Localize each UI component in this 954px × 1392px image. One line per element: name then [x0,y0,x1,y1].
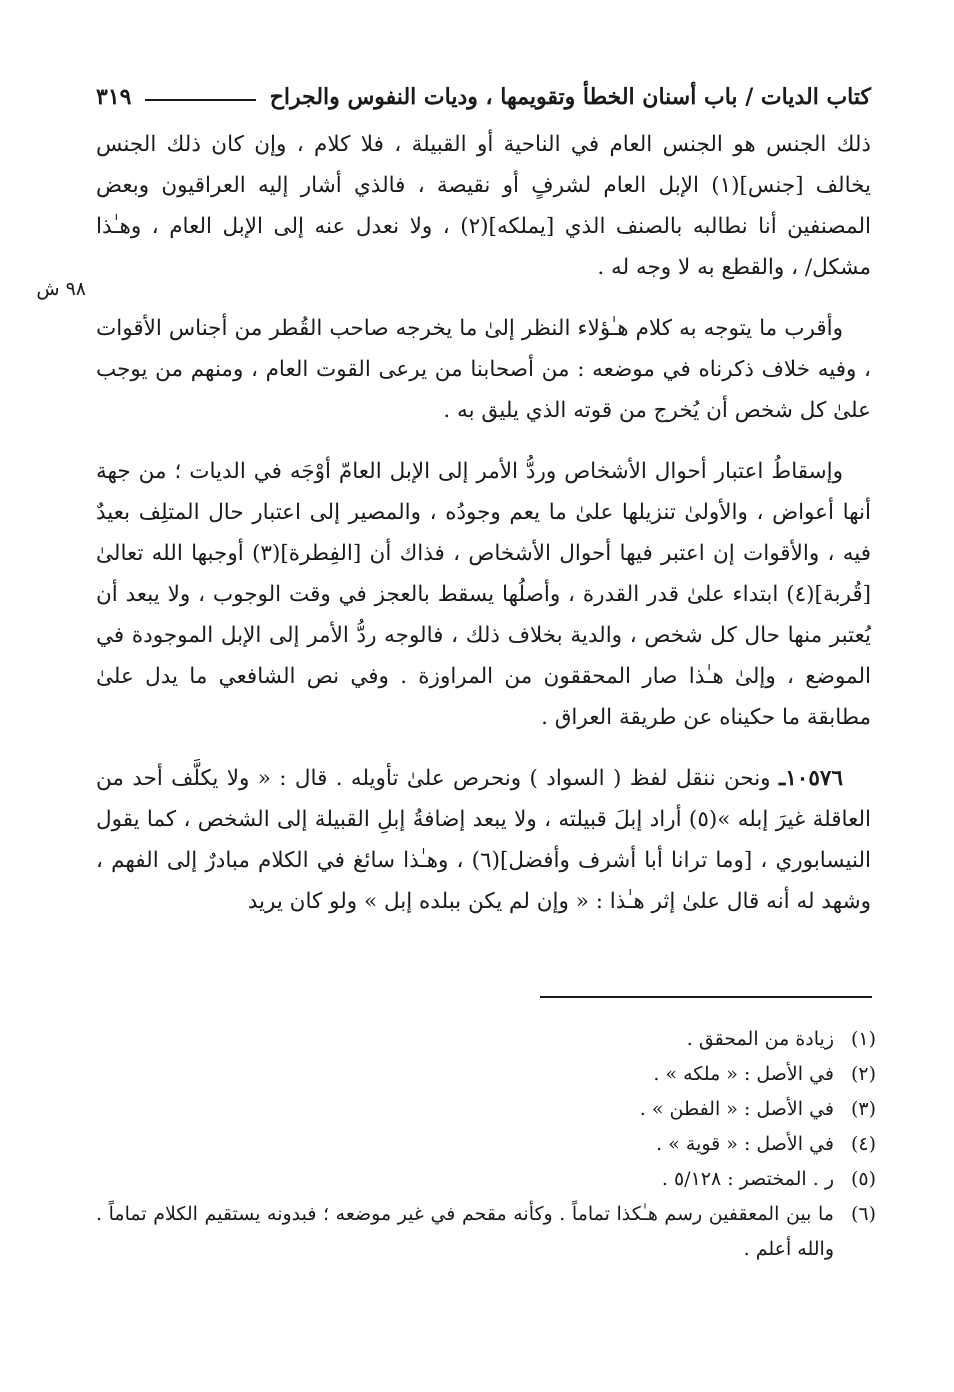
numbered-paragraph-text: ونحن ننقل لفظ ( السواد ) ونحرص علىٰ تأويله . قال : « ولا يكلَّف أحد من العاقلة غيرَ إبله »(٥) أراد إبلَ قبيلته ، ولا يبعد إضافةُ إبلِ القبيلة إلى الشخص ، كما يقول النيسابوري ، [وما ترانا أبا أشرف وأفضل](٦) ، وهـٰذا سائغ في الكلام مبادرٌ إلى الفهم ، وشهد له أنه قال علىٰ إثر هـٰذا : « وإن لم يكن ببلده إبل » ولو كان يريد [96,766,871,914]
paragraph-3: وإسقاطُ اعتبار أحوال الأشخاص وردُّ الأمر إلى الإبل العامّ أوْجَه في الديات ؛ من جهة أنها أعواض ، والأولىٰ تنزيلها علىٰ ما يعم وجودُه ، والمصير إلى اعتبار حال المتلِف بعيدٌ فيه ، والأقوات إن اعتبر فيها أحوال الأشخاص ، فذاك أن [الفِطرة](٣) أوجبها الله تعالىٰ [قُربة](٤) ابتداء علىٰ قدر القدرة ، وأصلُها يسقط بالعجز في وقت الوجوب ، ولا يبعد أن يُعتبر منها حال كل شخص ، والدية بخلاف ذلك ، فالوجه ردُّ الأمر إلى الإبل الموجودة في الموضع ، وإلىٰ هـٰذا صار المحققون من المراوزة . وفي نص الشافعي ما يدل علىٰ مطابقة ما حكيناه عن طريقة العراق . [96,459,871,730]
footnote-text: ر . المختصر : ٥/١٢٨ . [661,1168,834,1190]
footnote-text: في الأصل : « ملكه » . [653,1063,834,1085]
running-header [96,80,871,114]
footnote-text: في الأصل : « الفطن » . [639,1098,834,1120]
footnote [96,1022,876,1057]
footnote [96,1197,876,1267]
paragraph-1: ذلك الجنس هو الجنس العام في الناحية أو القبيلة ، فلا كلام ، وإن كان ذلك الجنس يخالف [جنس](١) الإبل العام لشرفٍ أو نقيصة ، فالذي أشار إليه العراقيون وبعض المصنفين أنا نطالبه بالصنف الذي [يملكه](٢) ، ولا نعدل عنه إلى الإبل العام ، وهـٰذا مشكل/ ، والقطع به لا وجه له . [96,132,871,280]
footnote-text: في الأصل : « قوية » . [656,1133,834,1155]
footnote-number: (٥) [850,1168,876,1190]
footnote [96,1127,876,1162]
numbered-paragraph [96,758,871,922]
footnote-separator [540,996,872,998]
footnote-number: (٣) [850,1098,876,1120]
footnote-number: (٢) [850,1063,876,1085]
footnotes [96,1022,876,1267]
margin-note: ٩٨ ش [36,278,86,300]
footnote [96,1057,876,1092]
footnote-text: ما بين المعقفين رسم هـٰكذا تماماً . وكأنه مقحم في غير موضعه ؛ فبدونه يستقيم الكلام تماماً . والله أعلم . [96,1203,834,1260]
footnote-number: (١) [850,1028,876,1050]
header-rule [145,99,255,101]
main-text [96,124,871,922]
footnote-text: زيادة من المحقق . [686,1028,834,1050]
header-title: كتاب الديات / باب أسنان الخطأ وتقويمها ، وديات النفوس والجراح [269,84,871,110]
footnote [96,1162,876,1197]
paragraph-2: وأقرب ما يتوجه به كلام هـٰؤلاء النظر إلىٰ ما يخرجه صاحب القُطر من أجناس الأقوات ، وفيه خلاف ذكرناه في موضعه : من أصحابنا من يرعى القوت العام ، ومنهم من يوجب علىٰ كل شخص أن يُخرج من قوته الذي يليق به . [96,316,871,423]
footnote [96,1092,876,1127]
footnote-number: (٦) [850,1203,876,1225]
page-number: ٣١٩ [96,84,132,110]
paragraph-number: ١٠٥٧٦ـ [778,766,843,791]
footnote-number: (٤) [850,1133,876,1155]
